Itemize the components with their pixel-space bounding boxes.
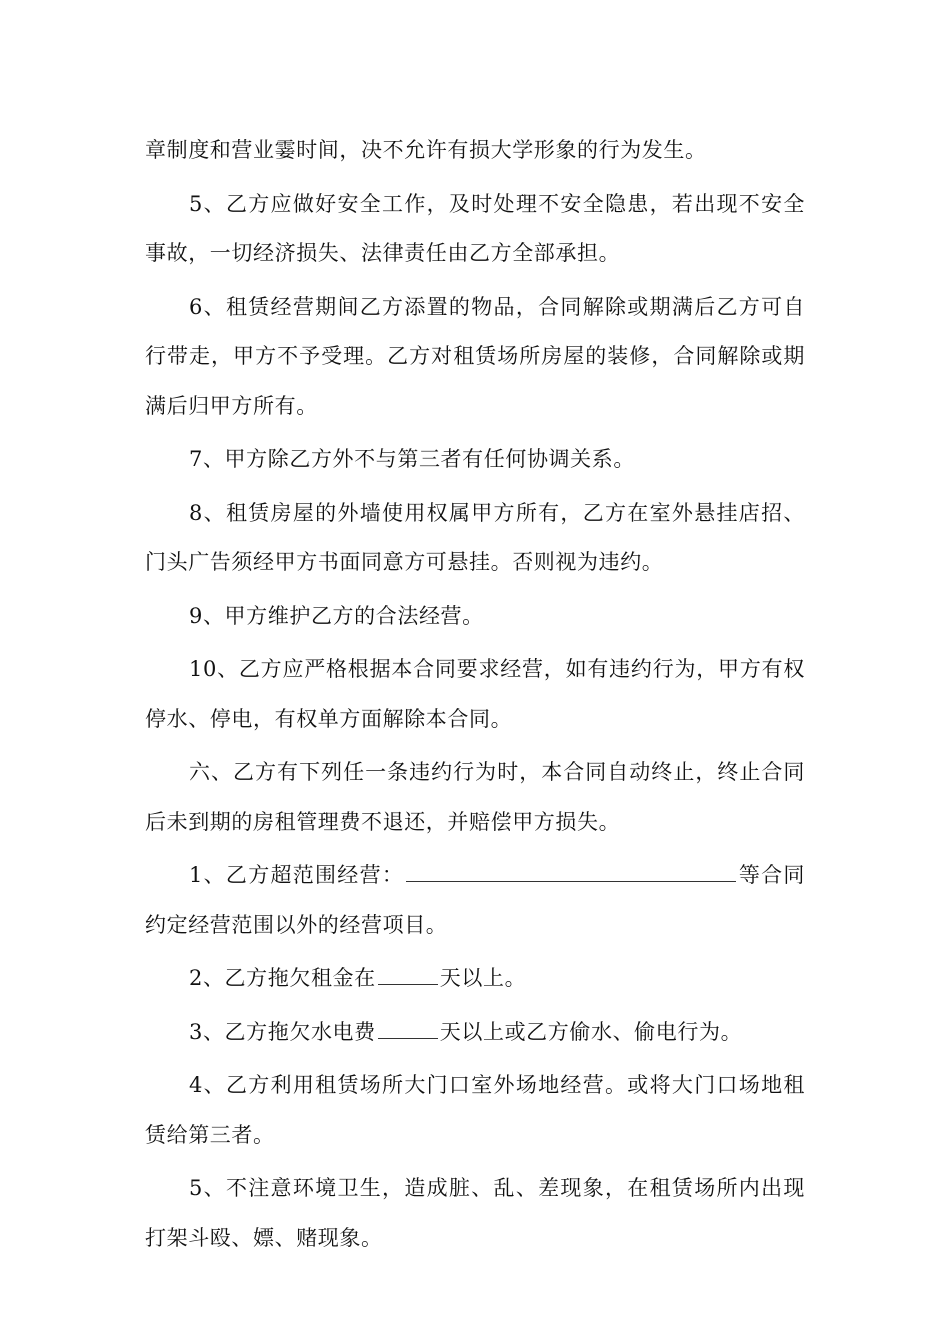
paragraph-item-9: 9、甲方维护乙方的合法经营。	[189, 603, 484, 628]
clause-5: 5、不注意环境卫生，造成脏、乱、差现象，在租赁场所内出现打架斗殴、嫖、赌现象。	[145, 1176, 805, 1250]
clause-4: 4、乙方利用租赁场所大门口室外场地经营。或将大门口场地租赁给第三者。	[145, 1073, 805, 1147]
paragraph-continuation: 章制度和营业霎时间，决不允许有损大学形象的行为发生。	[145, 138, 707, 162]
clause-3-suffix: 天以上或乙方偷水、偷电行为。	[439, 1019, 743, 1044]
clause-1-blank-line	[406, 861, 736, 882]
clause-2-suffix: 天以上。	[439, 966, 527, 990]
paragraph-item-7: 7、甲方除乙方外不与第三者有任何协调关系。	[189, 447, 635, 471]
clause-2-blank-line	[378, 964, 438, 985]
clause-1	[145, 851, 805, 950]
paragraph-item-6: 6、租赁经营期间乙方添置的物品，合同解除或期满后乙方可自行带走，甲方不予受理。乙方对租赁场所房屋的装修，合同解除或期满后归甲方所有。	[145, 294, 805, 418]
clause-3-blank-line	[378, 1018, 438, 1039]
clause-1-suffix: 等合同约定经营范围以外的经营项目。	[145, 863, 805, 937]
paragraph-item-10: 10、乙方应严格根据本合同要求经营，如有违约行为，甲方有权停水、停电，有权单方面解除本合同。	[145, 657, 805, 731]
paragraph-section-six: 六、乙方有下列任一条违约行为时，本合同自动终止，终止合同后未到期的房租管理费不退还，并赔偿甲方损失。	[145, 760, 805, 834]
document-body	[145, 126, 805, 1267]
clause-1-prefix: 1、乙方超范围经营：	[189, 863, 405, 887]
clause-3-prefix: 3、乙方拖欠水电费	[189, 1019, 376, 1044]
clause-3	[145, 1008, 805, 1058]
paragraph-item-8: 8、租赁房屋的外墙使用权属甲方所有，乙方在室外悬挂店招、门头广告须经甲方书面同意方可悬挂。否则视为违约。	[145, 500, 805, 574]
clause-2-prefix: 2、乙方拖欠租金在	[189, 966, 376, 990]
paragraph-item-5: 5、乙方应做好安全工作，及时处理不安全隐患，若出现不安全事故，一切经济损失、法律责任由乙方全部承担。	[145, 191, 805, 265]
clause-2	[145, 954, 805, 1004]
